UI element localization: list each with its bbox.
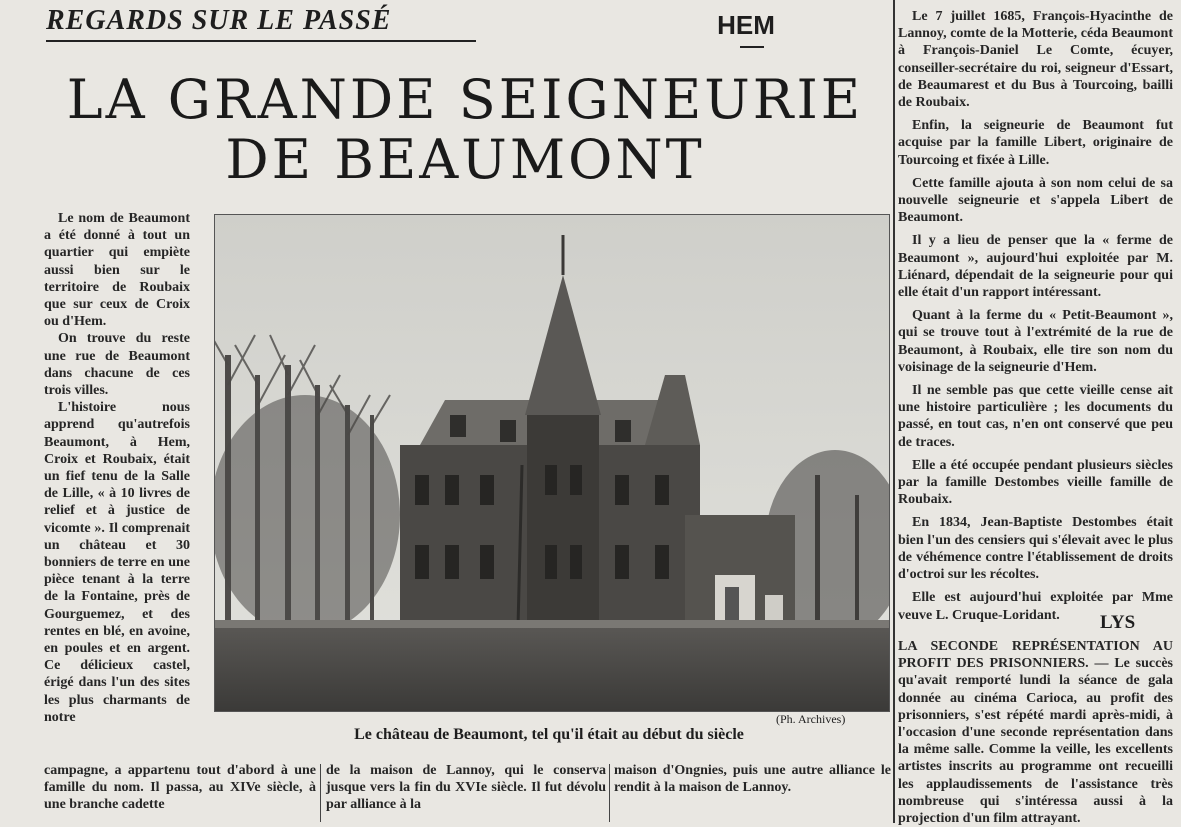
- photo-credit: (Ph. Archives): [776, 712, 846, 726]
- location-underline: [740, 46, 764, 48]
- lys-article: [898, 638, 1173, 827]
- paragraph: Il ne semble pas que cette vieille cense ait une histoire particulière ; les documents du passé, en tout cas, n'en ont conservé que peu de traces.: [898, 383, 1173, 450]
- title-line-1: LA GRANDE SEIGNEURIE: [66, 68, 864, 131]
- column-rule: [320, 764, 321, 822]
- paragraph: Enfin, la seigneurie de Beaumont fut acquise par la famille Libert, originaire de Tourcoing et fixée à Lille.: [898, 118, 1173, 168]
- paragraph: Quant à la ferme du « Petit-Beaumont », qui se trouve tout à l'extrémité de la rue de Beaumont, à Roubaix, elle tire son nom du voisinage de la seigneurie d'Hem.: [898, 308, 1173, 375]
- paragraph: de la maison de Lannoy, qui le conserva jusque vers la fin du XVIe siècle. Il fut dévolu par alliance à la: [326, 763, 606, 813]
- paragraph: Le nom de Beaumont a été donné à tout un quartier qui empiète aussi bien sur le territoire de Roubaix que sur ceux de Croix ou d'Hem.: [44, 211, 190, 330]
- chateau-photo: [214, 214, 890, 712]
- paragraph: L'histoire nous apprend qu'autrefois Beaumont, à Hem, Croix et Roubaix, était un fief tenu de la Salle de Lille, « à 10 livres de relief et à justice de vicomte ». Il comprenait un château et 30 bonniers de terre en une pièce tenant à la terre de la Fontaine, près de Gourguemez, et des rentes en blé, en avoine, en poules et en argent. Ce délicieux castel, érigé dans l'un des sites les plus charmants de notre: [44, 400, 190, 725]
- location-heading: HEM: [717, 10, 775, 40]
- paragraph: Elle est aujourd'hui exploitée par Mme veuve L. Cruque-Loridant.: [898, 590, 1173, 623]
- title-line-2: DE BEAUMONT: [225, 128, 705, 191]
- column-rule: [609, 764, 610, 822]
- bottom-column-1: [44, 762, 316, 822]
- chateau-illustration: [215, 215, 889, 711]
- photo-caption: Le château de Beaumont, tel qu'il était au début du siècle: [354, 726, 744, 743]
- right-column: [898, 8, 1173, 630]
- bottom-column-3: [614, 762, 891, 822]
- lys-heading: LYS: [1100, 612, 1136, 633]
- paragraph: campagne, a appartenu tout d'abord à une famille du nom. Il passa, au XIVe siècle, à une branche cadette: [44, 763, 316, 813]
- section-rubric: REGARDS SUR LE PASSÉ: [46, 4, 476, 42]
- paragraph: Le 7 juillet 1685, François-Hyacinthe de Lannoy, comte de la Motterie, céda Beaumont à François-Daniel Le Comte, écuyer, conseiller-secrétaire du roi, seigneur d'Essart, de Beaumarest et du Bus à Tourcoing, bailli de Roubaix.: [898, 9, 1173, 111]
- column-divider: [893, 0, 895, 823]
- lys-lead: LA SECONDE REPRÉSENTATION AU PROFIT DES PRISONNIERS. —: [898, 639, 1173, 672]
- paragraph: Il y a lieu de penser que la « ferme de Beaumont », aujourd'hui exploitée par M. Liénard, dépendait de la seigneurie pour qui elle était d'un rapport intéressant.: [898, 233, 1173, 301]
- lys-paragraph: [898, 638, 1173, 827]
- paragraph: Cette famille ajouta à son nom celui de sa nouvelle seigneurie et s'appela Libert de Beaumont.: [898, 175, 1173, 226]
- lys-body: Le succès qu'avait remporté lundi la séance de gala donnée au cinéma Carioca, au profit des prisonniers, s'est répété mardi après-midi, à l'occasion d'une seconde représentation dans la même salle. Comme la veille, les excellents artistes inscrits au programme ont recueilli les applaudissements de l'assistance très nombreuse qui s'intéressa aussi à la projection d'un film attrayant.: [898, 656, 1173, 827]
- paragraph: Elle a été occupée pendant plusieurs siècles par la famille Destombes vieille famille de Roubaix.: [898, 457, 1173, 508]
- paragraph: En 1834, Jean-Baptiste Destombes était bien l'un des censiers qui s'élevait avec le plus de véhémence contre l'établissement de droits d'octroi sur les récoltes.: [898, 515, 1173, 583]
- bottom-column-2: [326, 762, 606, 822]
- left-column: [44, 210, 190, 726]
- article-title: [40, 70, 890, 190]
- paragraph: maison d'Ongnies, puis une autre alliance le rendit à la maison de Lannoy.: [614, 763, 891, 796]
- paragraph: On trouve du reste une rue de Beaumont dans chacune de ces trois villes.: [44, 331, 190, 399]
